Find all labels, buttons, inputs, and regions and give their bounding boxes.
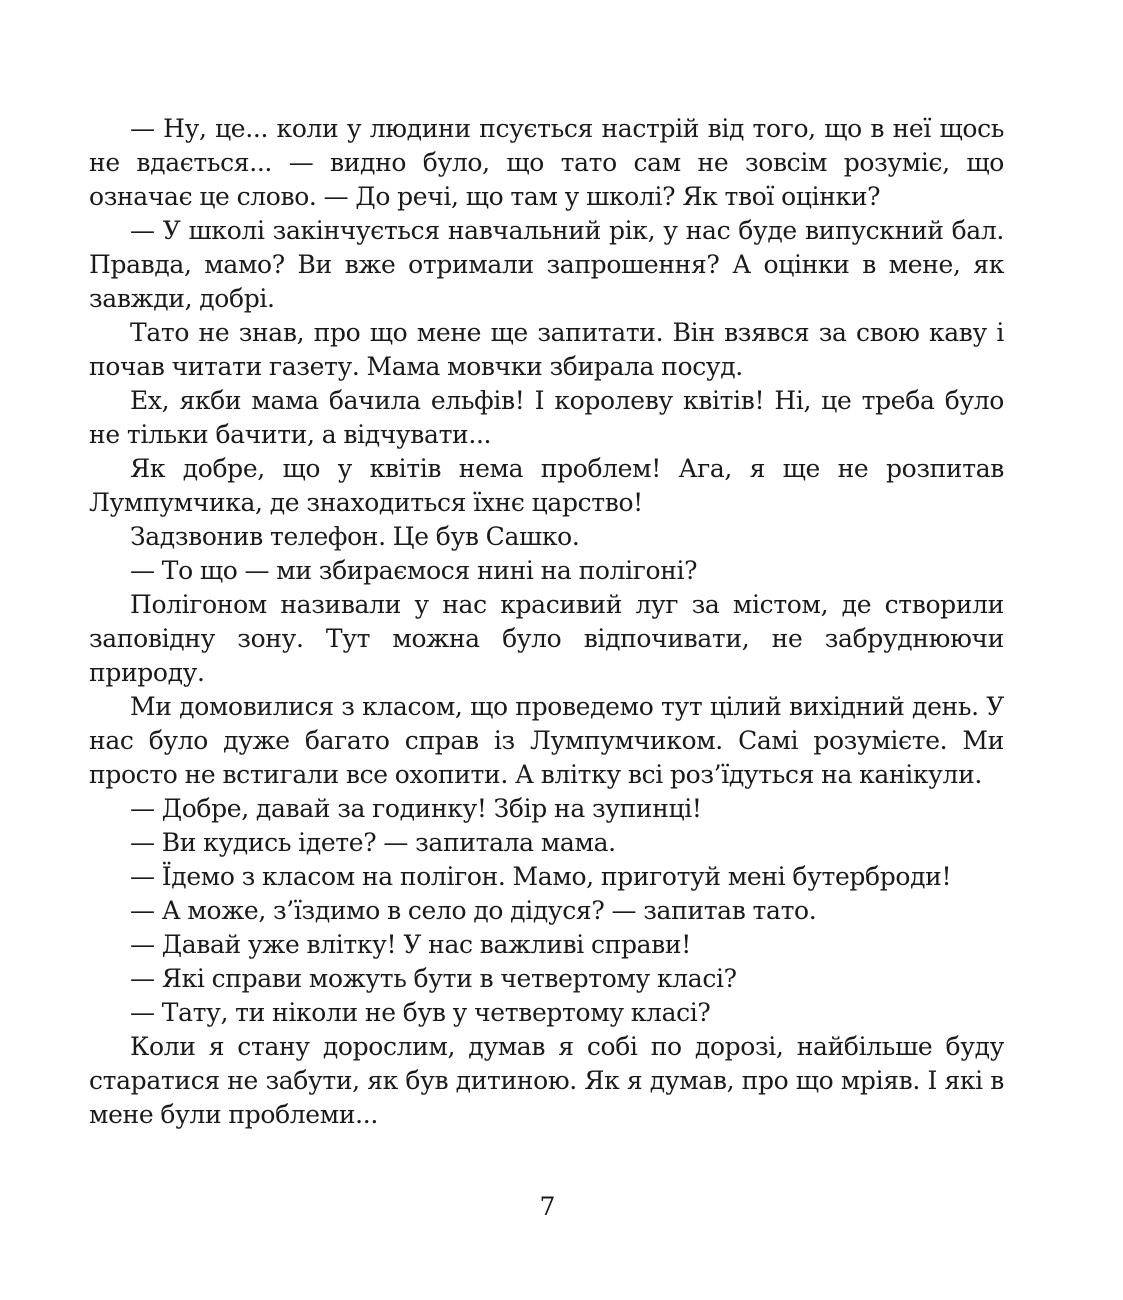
paragraph: Ми домовилися з класом, що проведемо тут цілий вихідний день. У нас було дуже багато справ із Лумпумчиком. Самі розумієте. Ми просто не встигали все охопити. А влітку всі роз’їдуться на канікули. bbox=[89, 692, 1004, 789]
paragraph: — Тату, ти ніколи не був у четвертому класі? bbox=[130, 998, 711, 1027]
paragraph: — Давай уже влітку! У нас важливі справи! bbox=[130, 930, 691, 959]
paragraph: — Які справи можуть бути в четвертому класі? bbox=[130, 964, 737, 993]
paragraph: — Ну, це... коли у людини псується настрій від того, що в неї щось не вдається... — видно було, що тато сам не зовсім розуміє, що означає це слово. — До речі, що там у школі? Як твої оцінки? bbox=[89, 114, 1004, 211]
paragraph: — А може, з’їздимо в село до дідуся? — запитав тато. bbox=[130, 896, 817, 925]
paragraph: Коли я стану дорослим, думав я собі по дорозі, найбільше буду старатися не забути, як був дитиною. Як я думав, про що мріяв. І які в мене були проблеми... bbox=[89, 1032, 1004, 1129]
body-text bbox=[89, 112, 1004, 1132]
paragraph: Як добре, що у квітів нема проблем! Ага, я ще не розпитав Лумпумчика, де знаходиться їхнє царство! bbox=[89, 454, 1004, 517]
paragraph: — Їдемо з класом на полігон. Мамо, приготуй мені бутерброди! bbox=[130, 862, 952, 891]
page-number: 7 bbox=[539, 1192, 556, 1221]
paragraph: Ех, якби мама бачила ельфів! І королеву квітів! Ні, це треба було не тільки бачити, а відчувати... bbox=[89, 386, 1004, 449]
paragraph: Тато не знав, про що мене ще запитати. Він взявся за свою каву і почав читати газету. Мама мовчки збирала посуд. bbox=[89, 318, 1004, 381]
paragraph: — У школі закінчується навчальний рік, у нас буде випускний бал. Правда, мамо? Ви вже отримали запрошення? А оцінки в мене, як завжди, добрі. bbox=[89, 216, 1004, 313]
paragraph: — Ви кудись ідете? — запитала мама. bbox=[130, 828, 616, 857]
paragraph: Задзвонив телефон. Це був Сашко. bbox=[130, 522, 580, 551]
paragraph: Полігоном називали у нас красивий луг за містом, де створили заповідну зону. Тут можна було відпочивати, не забруднюючи природу. bbox=[89, 590, 1004, 687]
paragraph: — То що — ми збираємося нині на полігоні? bbox=[130, 556, 698, 585]
paragraph: — Добре, давай за годинку! Збір на зупинці! bbox=[130, 794, 702, 823]
